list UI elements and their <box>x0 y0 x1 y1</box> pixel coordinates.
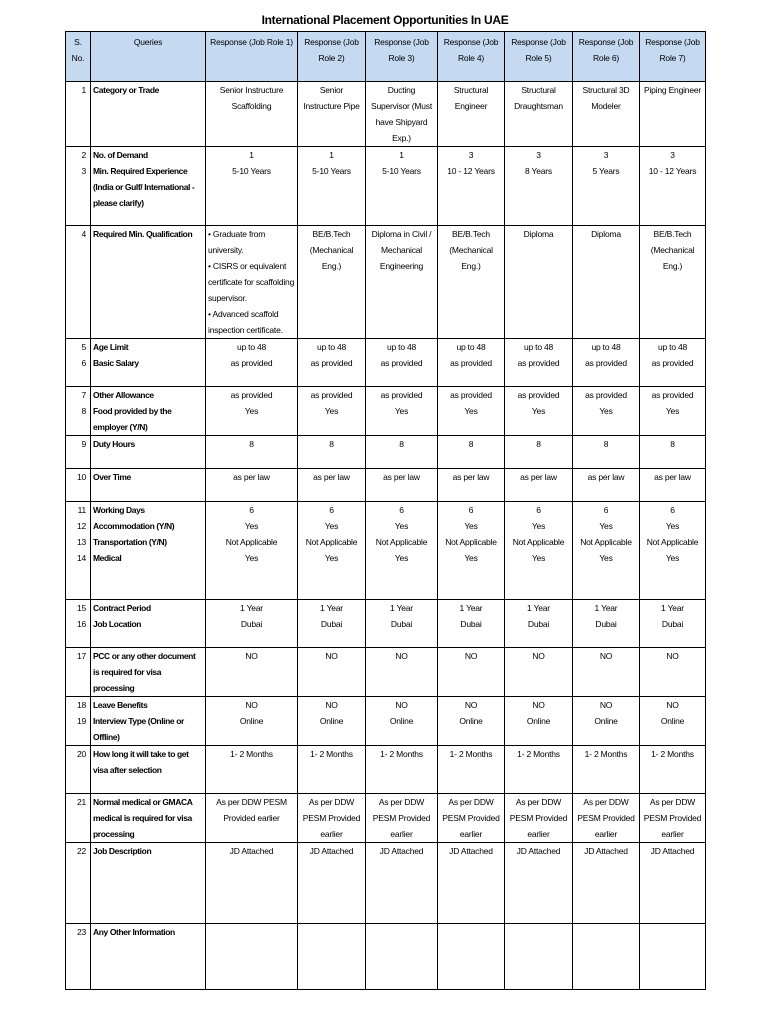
row-number: 4 <box>66 225 91 338</box>
response-cell-role-7: Yes <box>640 550 706 599</box>
response-cell-role-2: NO <box>298 648 366 697</box>
response-cell-role-2: Dubai <box>298 616 366 648</box>
response-cell-role-7: As per DDW PESM Provided earlier <box>640 794 706 843</box>
response-cell-role-5: Yes <box>505 403 573 436</box>
response-cell-role-1: 8 <box>206 436 298 469</box>
table-row <box>66 403 706 436</box>
query-label: PCC or any other document is required for visa processing <box>91 648 206 697</box>
query-label: Basic Salary <box>91 355 206 387</box>
table-row <box>66 502 706 519</box>
response-cell-role-4: NO <box>438 648 505 697</box>
query-label: Over Time <box>91 469 206 502</box>
response-cell-role-6: Yes <box>573 403 640 436</box>
table-row <box>66 616 706 648</box>
response-cell-role-3: as provided <box>366 355 438 387</box>
table-row <box>66 924 706 990</box>
table-row <box>66 147 706 164</box>
response-cell-role-7: as provided <box>640 387 706 404</box>
response-cell-role-2: JD Attached <box>298 843 366 924</box>
response-cell-role-4: 10 - 12 Years <box>438 163 505 225</box>
response-cell-role-4: 1 Year <box>438 599 505 616</box>
query-label: Medical <box>91 550 206 599</box>
response-cell-role-2: 1 <box>298 147 366 164</box>
response-cell-role-6: as provided <box>573 355 640 387</box>
query-label: Contract Period <box>91 599 206 616</box>
header-sno: S. No. <box>66 32 91 82</box>
response-cell-role-1: NO <box>206 648 298 697</box>
response-cell-role-2: 1- 2 Months <box>298 746 366 794</box>
response-cell-role-6: NO <box>573 648 640 697</box>
response-cell-role-2: 5-10 Years <box>298 163 366 225</box>
response-cell-role-3: up to 48 <box>366 338 438 355</box>
response-cell-role-3: Dubai <box>366 616 438 648</box>
response-cell-role-3: Ducting Supervisor (Must have Shipyard Exp.) <box>366 82 438 147</box>
response-cell-role-5: Dubai <box>505 616 573 648</box>
header-role-7: Response (Job Role 7) <box>640 32 706 82</box>
table-row <box>66 355 706 387</box>
response-cell-role-7: 6 <box>640 502 706 519</box>
response-cell-role-6: Online <box>573 713 640 746</box>
response-cell-role-4: Not Applicable <box>438 534 505 550</box>
query-label: Transportation (Y/N) <box>91 534 206 550</box>
row-number: 6 <box>66 355 91 387</box>
response-cell-role-2: As per DDW PESM Provided earlier <box>298 794 366 843</box>
response-cell-role-3: 1 <box>366 147 438 164</box>
row-number: 19 <box>66 713 91 746</box>
response-cell-role-3: Yes <box>366 550 438 599</box>
response-cell-role-7 <box>640 924 706 990</box>
response-cell-role-7: 8 <box>640 436 706 469</box>
response-cell-role-4: Yes <box>438 403 505 436</box>
query-label: Accommodation (Y/N) <box>91 518 206 534</box>
response-cell-role-6: Not Applicable <box>573 534 640 550</box>
query-label: Duty Hours <box>91 436 206 469</box>
response-cell-role-2: as per law <box>298 469 366 502</box>
response-cell-role-6: 1 Year <box>573 599 640 616</box>
response-cell-role-6: 8 <box>573 436 640 469</box>
response-cell-role-1: Yes <box>206 403 298 436</box>
query-label: Age Limit <box>91 338 206 355</box>
response-cell-role-5: as provided <box>505 387 573 404</box>
response-cell-role-3: NO <box>366 697 438 714</box>
response-cell-role-1 <box>206 924 298 990</box>
table-row <box>66 82 706 147</box>
header-queries: Queries <box>91 32 206 82</box>
response-cell-role-7: Dubai <box>640 616 706 648</box>
response-cell-role-5: Diploma <box>505 225 573 338</box>
response-cell-role-4: Dubai <box>438 616 505 648</box>
query-label: Leave Benefits <box>91 697 206 714</box>
response-cell-role-3: 8 <box>366 436 438 469</box>
row-number: 14 <box>66 550 91 599</box>
response-cell-role-2: Yes <box>298 403 366 436</box>
query-label: Category or Trade <box>91 82 206 147</box>
response-cell-role-4: Yes <box>438 518 505 534</box>
response-cell-role-3: NO <box>366 648 438 697</box>
table-row <box>66 469 706 502</box>
response-cell-role-6: 3 <box>573 147 640 164</box>
response-cell-role-1: as per law <box>206 469 298 502</box>
query-label: Interview Type (Online or Offline) <box>91 713 206 746</box>
response-cell-role-2: 1 Year <box>298 599 366 616</box>
response-cell-role-6: Yes <box>573 518 640 534</box>
response-cell-role-4: up to 48 <box>438 338 505 355</box>
query-label: Working Days <box>91 502 206 519</box>
response-cell-role-2: as provided <box>298 355 366 387</box>
response-cell-role-4: as provided <box>438 387 505 404</box>
response-cell-role-5: Yes <box>505 550 573 599</box>
response-cell-role-2: Yes <box>298 550 366 599</box>
response-cell-role-5: 3 <box>505 147 573 164</box>
row-number: 12 <box>66 518 91 534</box>
response-cell-role-3: 5-10 Years <box>366 163 438 225</box>
table-row <box>66 843 706 924</box>
response-cell-role-4: Online <box>438 713 505 746</box>
response-cell-role-5: 8 <box>505 436 573 469</box>
table-row <box>66 697 706 714</box>
query-label: No. of Demand <box>91 147 206 164</box>
response-cell-role-4: 6 <box>438 502 505 519</box>
response-cell-role-4: Yes <box>438 550 505 599</box>
response-cell-role-7: Yes <box>640 518 706 534</box>
query-label: How long it will take to get visa after selection <box>91 746 206 794</box>
response-cell-role-5: Yes <box>505 518 573 534</box>
response-cell-role-6: Diploma <box>573 225 640 338</box>
response-cell-role-1: 5-10 Years <box>206 163 298 225</box>
response-cell-role-5: as per law <box>505 469 573 502</box>
response-cell-role-5: 6 <box>505 502 573 519</box>
response-cell-role-2: NO <box>298 697 366 714</box>
response-cell-role-5: 1- 2 Months <box>505 746 573 794</box>
response-cell-role-1: NO <box>206 697 298 714</box>
table-row <box>66 599 706 616</box>
row-number: 10 <box>66 469 91 502</box>
response-cell-role-7: up to 48 <box>640 338 706 355</box>
query-label: Min. Required Experience (India or Gulf/ International - please clarify) <box>91 163 206 225</box>
response-cell-role-6: As per DDW PESM Provided earlier <box>573 794 640 843</box>
table-row <box>66 387 706 404</box>
response-cell-role-3: 6 <box>366 502 438 519</box>
response-cell-role-7: NO <box>640 648 706 697</box>
response-cell-role-7: 3 <box>640 147 706 164</box>
response-cell-role-2: up to 48 <box>298 338 366 355</box>
response-cell-role-4: JD Attached <box>438 843 505 924</box>
row-number: 8 <box>66 403 91 436</box>
response-cell-role-7: as per law <box>640 469 706 502</box>
row-number: 16 <box>66 616 91 648</box>
response-cell-role-2: BE/B.Tech (Mechanical Eng.) <box>298 225 366 338</box>
response-cell-role-6: 5 Years <box>573 163 640 225</box>
response-cell-role-2: 8 <box>298 436 366 469</box>
row-number: 5 <box>66 338 91 355</box>
response-cell-role-7: BE/B.Tech (Mechanical Eng.) <box>640 225 706 338</box>
response-cell-role-3: Yes <box>366 518 438 534</box>
header-role-5: Response (Job Role 5) <box>505 32 573 82</box>
header-role-6: Response (Job Role 6) <box>573 32 640 82</box>
table-row <box>66 163 706 225</box>
response-cell-role-6: as provided <box>573 387 640 404</box>
response-cell-role-5: 8 Years <box>505 163 573 225</box>
table-row <box>66 648 706 697</box>
header-role-1: Response (Job Role 1) <box>206 32 298 82</box>
response-cell-role-5: Not Applicable <box>505 534 573 550</box>
response-cell-role-6: Dubai <box>573 616 640 648</box>
table-row <box>66 746 706 794</box>
response-cell-role-1: Senior Instructure Scaffolding <box>206 82 298 147</box>
response-cell-role-5: NO <box>505 697 573 714</box>
response-cell-role-1: 1- 2 Months <box>206 746 298 794</box>
row-number: 9 <box>66 436 91 469</box>
response-cell-role-3 <box>366 924 438 990</box>
query-label: Other Allowance <box>91 387 206 404</box>
response-cell-role-1: JD Attached <box>206 843 298 924</box>
response-cell-role-3: As per DDW PESM Provided earlier <box>366 794 438 843</box>
response-cell-role-6: JD Attached <box>573 843 640 924</box>
response-cell-role-7: NO <box>640 697 706 714</box>
response-cell-role-3: Diploma in Civil / Mechanical Engineering <box>366 225 438 338</box>
response-cell-role-4: Structural Engineer <box>438 82 505 147</box>
response-cell-role-3: 1 Year <box>366 599 438 616</box>
row-number: 17 <box>66 648 91 697</box>
row-number: 2 <box>66 147 91 164</box>
response-cell-role-5: NO <box>505 648 573 697</box>
response-cell-role-3: Not Applicable <box>366 534 438 550</box>
row-number: 13 <box>66 534 91 550</box>
response-cell-role-4: as provided <box>438 355 505 387</box>
response-cell-role-1: as provided <box>206 355 298 387</box>
row-number: 22 <box>66 843 91 924</box>
response-cell-role-6: 6 <box>573 502 640 519</box>
query-label: Any Other Information <box>91 924 206 990</box>
response-cell-role-2: Yes <box>298 518 366 534</box>
row-number: 20 <box>66 746 91 794</box>
response-cell-role-2: Online <box>298 713 366 746</box>
query-label: Required Min. Qualification <box>91 225 206 338</box>
response-cell-role-6: Yes <box>573 550 640 599</box>
response-cell-role-7: Piping Engineer <box>640 82 706 147</box>
response-cell-role-4: NO <box>438 697 505 714</box>
response-cell-role-4: 8 <box>438 436 505 469</box>
header-row <box>66 32 706 82</box>
table-row <box>66 794 706 843</box>
response-cell-role-5: JD Attached <box>505 843 573 924</box>
response-cell-role-1: as provided <box>206 387 298 404</box>
response-cell-role-2: Not Applicable <box>298 534 366 550</box>
page-title: International Placement Opportunities In UAE <box>261 13 509 27</box>
response-cell-role-2 <box>298 924 366 990</box>
header-role-2: Response (Job Role 2) <box>298 32 366 82</box>
response-cell-role-1: 1 <box>206 147 298 164</box>
row-number: 18 <box>66 697 91 714</box>
response-cell-role-2: as provided <box>298 387 366 404</box>
response-cell-role-7: as provided <box>640 355 706 387</box>
response-cell-role-6 <box>573 924 640 990</box>
table-row <box>66 338 706 355</box>
query-label: Job Description <box>91 843 206 924</box>
table-row <box>66 436 706 469</box>
response-cell-role-4: 1- 2 Months <box>438 746 505 794</box>
row-number: 1 <box>66 82 91 147</box>
table-row <box>66 518 706 534</box>
response-cell-role-3: Yes <box>366 403 438 436</box>
response-cell-role-5: 1 Year <box>505 599 573 616</box>
response-cell-role-7: 10 - 12 Years <box>640 163 706 225</box>
response-cell-role-1: 6 <box>206 502 298 519</box>
table-body <box>66 82 706 990</box>
response-cell-role-1: As per DDW PESM Provided earlier <box>206 794 298 843</box>
header-role-3: Response (Job Role 3) <box>366 32 438 82</box>
response-cell-role-7: Online <box>640 713 706 746</box>
response-cell-role-5: as provided <box>505 355 573 387</box>
table-row <box>66 534 706 550</box>
response-cell-role-6: up to 48 <box>573 338 640 355</box>
response-cell-role-5: Structural Draughtsman <box>505 82 573 147</box>
response-cell-role-1: Yes <box>206 518 298 534</box>
response-cell-role-7: Not Applicable <box>640 534 706 550</box>
placement-table <box>65 31 706 990</box>
response-cell-role-3: Online <box>366 713 438 746</box>
response-cell-role-6: Structural 3D Modeler <box>573 82 640 147</box>
response-cell-role-2: Senior Instructure Pipe <box>298 82 366 147</box>
response-cell-role-6: NO <box>573 697 640 714</box>
table-row <box>66 225 706 338</box>
response-cell-role-4: as per law <box>438 469 505 502</box>
response-cell-role-1: 1 Year <box>206 599 298 616</box>
row-number: 11 <box>66 502 91 519</box>
response-cell-role-1: Online <box>206 713 298 746</box>
response-cell-role-1: Yes <box>206 550 298 599</box>
response-cell-role-1: Dubai <box>206 616 298 648</box>
response-cell-role-3: JD Attached <box>366 843 438 924</box>
response-cell-role-4: BE/B.Tech (Mechanical Eng.) <box>438 225 505 338</box>
response-cell-role-2: 6 <box>298 502 366 519</box>
response-cell-role-7: 1 Year <box>640 599 706 616</box>
table-row <box>66 550 706 599</box>
row-number: 21 <box>66 794 91 843</box>
response-cell-role-5: Online <box>505 713 573 746</box>
response-cell-role-5: up to 48 <box>505 338 573 355</box>
table-row <box>66 713 706 746</box>
response-cell-role-7: Yes <box>640 403 706 436</box>
row-number: 3 <box>66 163 91 225</box>
row-number: 7 <box>66 387 91 404</box>
response-cell-role-3: 1- 2 Months <box>366 746 438 794</box>
response-cell-role-1: • Graduate from university. • CISRS or equivalent certificate for scaffolding supervisor. • Advanced scaffold inspection certificate. <box>206 225 298 338</box>
response-cell-role-3: as per law <box>366 469 438 502</box>
response-cell-role-7: JD Attached <box>640 843 706 924</box>
response-cell-role-4: 3 <box>438 147 505 164</box>
response-cell-role-1: Not Applicable <box>206 534 298 550</box>
query-label: Food provided by the employer (Y/N) <box>91 403 206 436</box>
response-cell-role-7: 1- 2 Months <box>640 746 706 794</box>
row-number: 15 <box>66 599 91 616</box>
response-cell-role-1: up to 48 <box>206 338 298 355</box>
response-cell-role-5: As per DDW PESM Provided earlier <box>505 794 573 843</box>
row-number: 23 <box>66 924 91 990</box>
response-cell-role-4: As per DDW PESM Provided earlier <box>438 794 505 843</box>
response-cell-role-6: as per law <box>573 469 640 502</box>
response-cell-role-5 <box>505 924 573 990</box>
query-label: Normal medical or GMACA medical is required for visa processing <box>91 794 206 843</box>
header-role-4: Response (Job Role 4) <box>438 32 505 82</box>
response-cell-role-4 <box>438 924 505 990</box>
query-label: Job Location <box>91 616 206 648</box>
response-cell-role-3: as provided <box>366 387 438 404</box>
response-cell-role-6: 1- 2 Months <box>573 746 640 794</box>
